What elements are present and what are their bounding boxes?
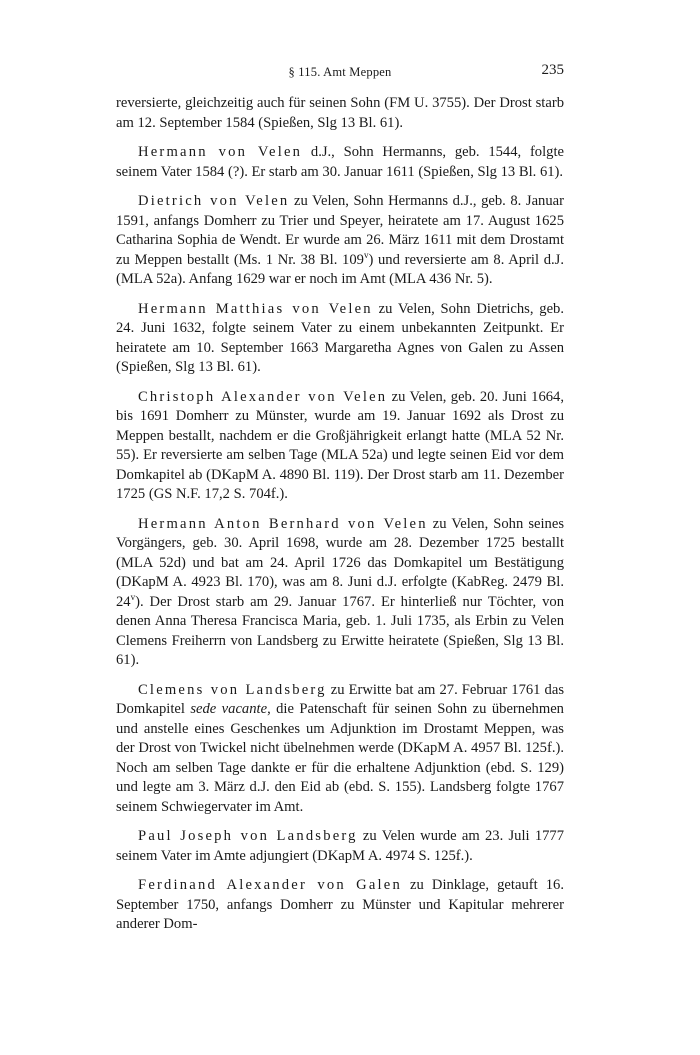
paragraph-text: zu Velen, Sohn Dietrichs, geb. 24. Juni 1632, folgte seinem Vater zu einem unbekannten Zeitpunkt. Er heiratete am 10. September 1663 Margaretha Agnes von Galen zu Assen (Spießen, Slg 13 Bl. 61).	[116, 300, 564, 375]
paragraph-text: zu Velen, geb. 20. Juni 1664, bis 1691 Domherr zu Münster, wurde am 19. Januar 1692 als Drost zu Meppen bestallt, nachdem er die Großjährigkeit erlangt hatte (MLA 52 Nr. 55). Er reversierte am selben Tage (MLA 52a) und legte seinen Eid vor dem Domkapitel ab (DKapM A. 4890 Bl. 119). Der Drost starb am 11. Dezember 1725 (GS N.F. 17,2 S. 704f.).	[116, 388, 565, 502]
paragraph-text: zu Dinklage, getauft 16. September 1750, anfangs Domherr zu Münster und Kapitular mehrerer anderer Dom-	[116, 877, 564, 932]
body-text	[116, 94, 564, 945]
person-name: Paul Joseph von Landsberg	[138, 828, 358, 844]
paragraph-hermann-anton-bernhard	[116, 515, 564, 671]
running-head: § 115. Amt Meppen	[288, 65, 392, 79]
paragraph-text: d.J., Sohn Hermanns, geb. 1544, folgte seinem Vater 1584 (?). Er starb am 30. Januar 1611 (Spießen, Slg 13 Bl. 61).	[116, 144, 564, 180]
page-number: 235	[541, 62, 564, 78]
paragraph-text: zu Erwitte bat am 27. Februar 1761 das Domkapitel	[116, 681, 565, 717]
person-name: Hermann Matthias von Velen	[138, 300, 373, 317]
person-name: Dietrich von Velen	[138, 193, 290, 209]
person-name: Hermann von Velen	[138, 144, 303, 160]
paragraph-ferdinand-alexander	[116, 876, 564, 935]
paragraph-hermann-matthias	[116, 300, 564, 378]
italic-phrase: sede vacante	[190, 701, 268, 717]
superscript: v	[130, 591, 136, 602]
page-header	[116, 62, 564, 82]
superscript: v	[363, 249, 369, 260]
person-name: Ferdinand Alexander von Galen	[138, 877, 402, 893]
paragraph-text: , die Patenschaft für seinen Sohn zu übernehmen und anstelle eines Geschenkes um Adjunktion im Drostamt Meppen, was der Drost von Twickel nicht übelnehmen werde (DKapM A. 4957 Bl. 125f.). Noch am selben Tage dankte er für die erhaltene Adjunktion (ebd. S. 129) und legte am 3. März d.J. den Eid ab (ebd. S. 155). Landsberg folgte 1767 seinem Schwiegervater im Amt.	[116, 701, 564, 815]
paragraph-continuation	[116, 94, 564, 133]
paragraph-christoph-alexander	[116, 388, 564, 505]
person-name: Hermann Anton Bernhard von Velen	[138, 515, 428, 532]
paragraph-text: ). Der Drost starb am 29. Januar 1767. Er hinterließ nur Töchter, von denen Anna Theresa Francisca Maria, geb. 1. Juli 1735, als Erbin zu Velen Clemens Freiherrn von Landsberg zu Erwitte heiratete (Spießen, Slg 13 Bl. 61).	[116, 593, 564, 668]
paragraph-dietrich	[116, 192, 564, 290]
person-name: Clemens von Landsberg	[138, 681, 327, 698]
paragraph-text: zu Velen, Sohn seines Vorgängers, geb. 30. April 1698, wurde am 28. Dezember 1725 bestallt (MLA 52d) und bat am 24. April 1726 das Domkapitel um Bestätigung (DKapM A. 4923 Bl. 170), was am 8. Juni d.J. erfolgte (KabReg. 2479 Bl. 24	[116, 515, 564, 610]
person-name: Christoph Alexander von Velen	[138, 388, 388, 405]
paragraph-clemens	[116, 681, 564, 818]
paragraph-text: zu Velen wurde am 23. Juli 1777 seinem Vater im Amte adjungiert (DKapM A. 4974 S. 125f.).	[116, 828, 565, 864]
paragraph-hermann-dj	[116, 143, 564, 182]
paragraph-text: zu Velen, Sohn Hermanns d.J., geb. 8. Januar 1591, anfangs Domherr zu Trier und Speyer, heiratete am 17. August 1625 Catharina Sophia de Wendt. Er wurde am 26. März 1611 mit dem Drostamt zu Meppen bestallt (Ms. 1 Nr. 38 Bl. 109	[116, 193, 564, 268]
paragraph-paul-joseph	[116, 827, 564, 866]
paragraph-text: ) und reversierte am 8. April d.J. (MLA 52a). Anfang 1629 war er noch im Amt (MLA 436 Nr. 5).	[116, 251, 565, 287]
paragraph-text: reversierte, gleichzeitig auch für seinen Sohn (FM U. 3755). Der Drost starb am 12. September 1584 (Spießen, Slg 13 Bl. 61).	[116, 95, 564, 131]
